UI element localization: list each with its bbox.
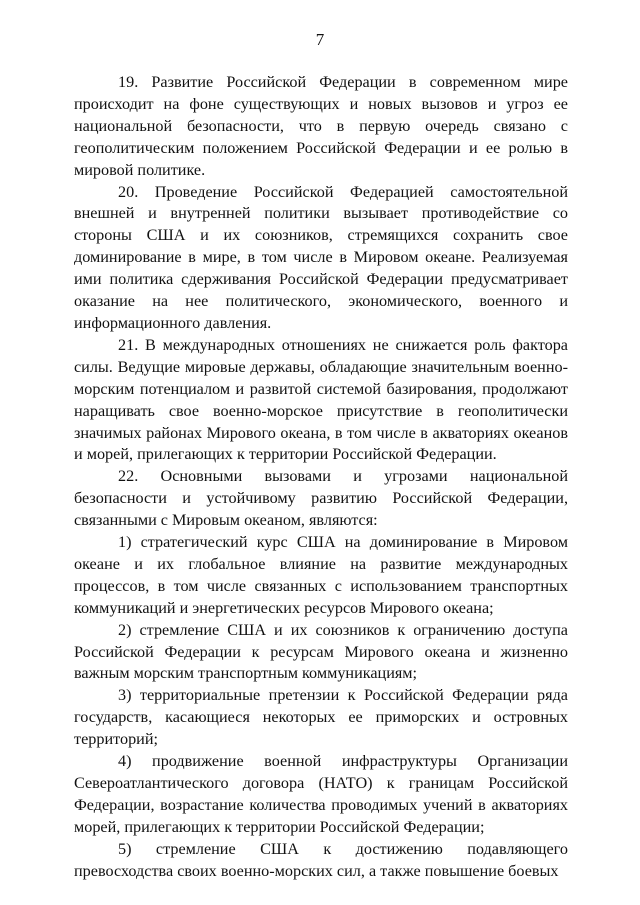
paragraph-22: 22. Основными вызовами и угрозами национальной безопасности и устойчивому развитию Российской Федерации, связанными с Мировым океаном, являются: <box>74 467 568 530</box>
list-item-5: 5) стремление США к достижению подавляющего превосходства своих военно-морских сил, а также повышение боевых <box>74 839 568 880</box>
list-item-1: 1) стратегический курс США на доминирование в Мировом океане и их глобальное влияние на развитие международных процессов, в том числе связанных с использованием транспортных коммуникаций и энергетических ресурсов Мирового океана; <box>74 533 568 617</box>
paragraph-19: 19. Развитие Российской Федерации в современном мире происходит на фоне существующих и новых вызовов и угроз ее национальной безопасности, что в первую очередь связано с геополитическим положением Российской Федерации и ее ролью в мировой политике. <box>74 73 568 179</box>
list-item-3: 3) территориальные претензии к Российской Федерации ряда государств, касающиеся некоторых ее приморских и островных территорий; <box>74 686 568 749</box>
document-body <box>74 72 568 883</box>
paragraph-20: 20. Проведение Российской Федерацией самостоятельной внешней и внутренней политики вызывает противодействие со стороны США и их союзников, стремящихся сохранить свое доминирование в мире, в том числе в Мировом океане. Реализуемая ими политика сдерживания Российской Федерации предусматривает оказание на нее политического, экономического, военного и информационного давления. <box>74 182 568 332</box>
list-item-4: 4) продвижение военной инфраструктуры Организации Североатлантического договора (НАТО) к границам Российской Федерации, возрастание количества проводимых учений в акваториях морей, прилегающих к территории Российской Федерации; <box>74 752 568 836</box>
paragraph-21: 21. В международных отношениях не снижается роль фактора силы. Ведущие мировые державы, обладающие значительным военно-морским потенциалом и развитой системой базирования, продолжают наращивать свое военно-морское присутствие в геополитически значимых районах Мирового океана, в том числе в акваториях океанов и морей, прилегающих к территории Российской Федерации. <box>74 335 568 464</box>
page-number: 7 <box>315 30 325 49</box>
list-item-2: 2) стремление США и их союзников к ограничению доступа Российской Федерации к ресурсам Мирового океана и жизненно важным морским транспортным коммуникациям; <box>74 620 568 683</box>
